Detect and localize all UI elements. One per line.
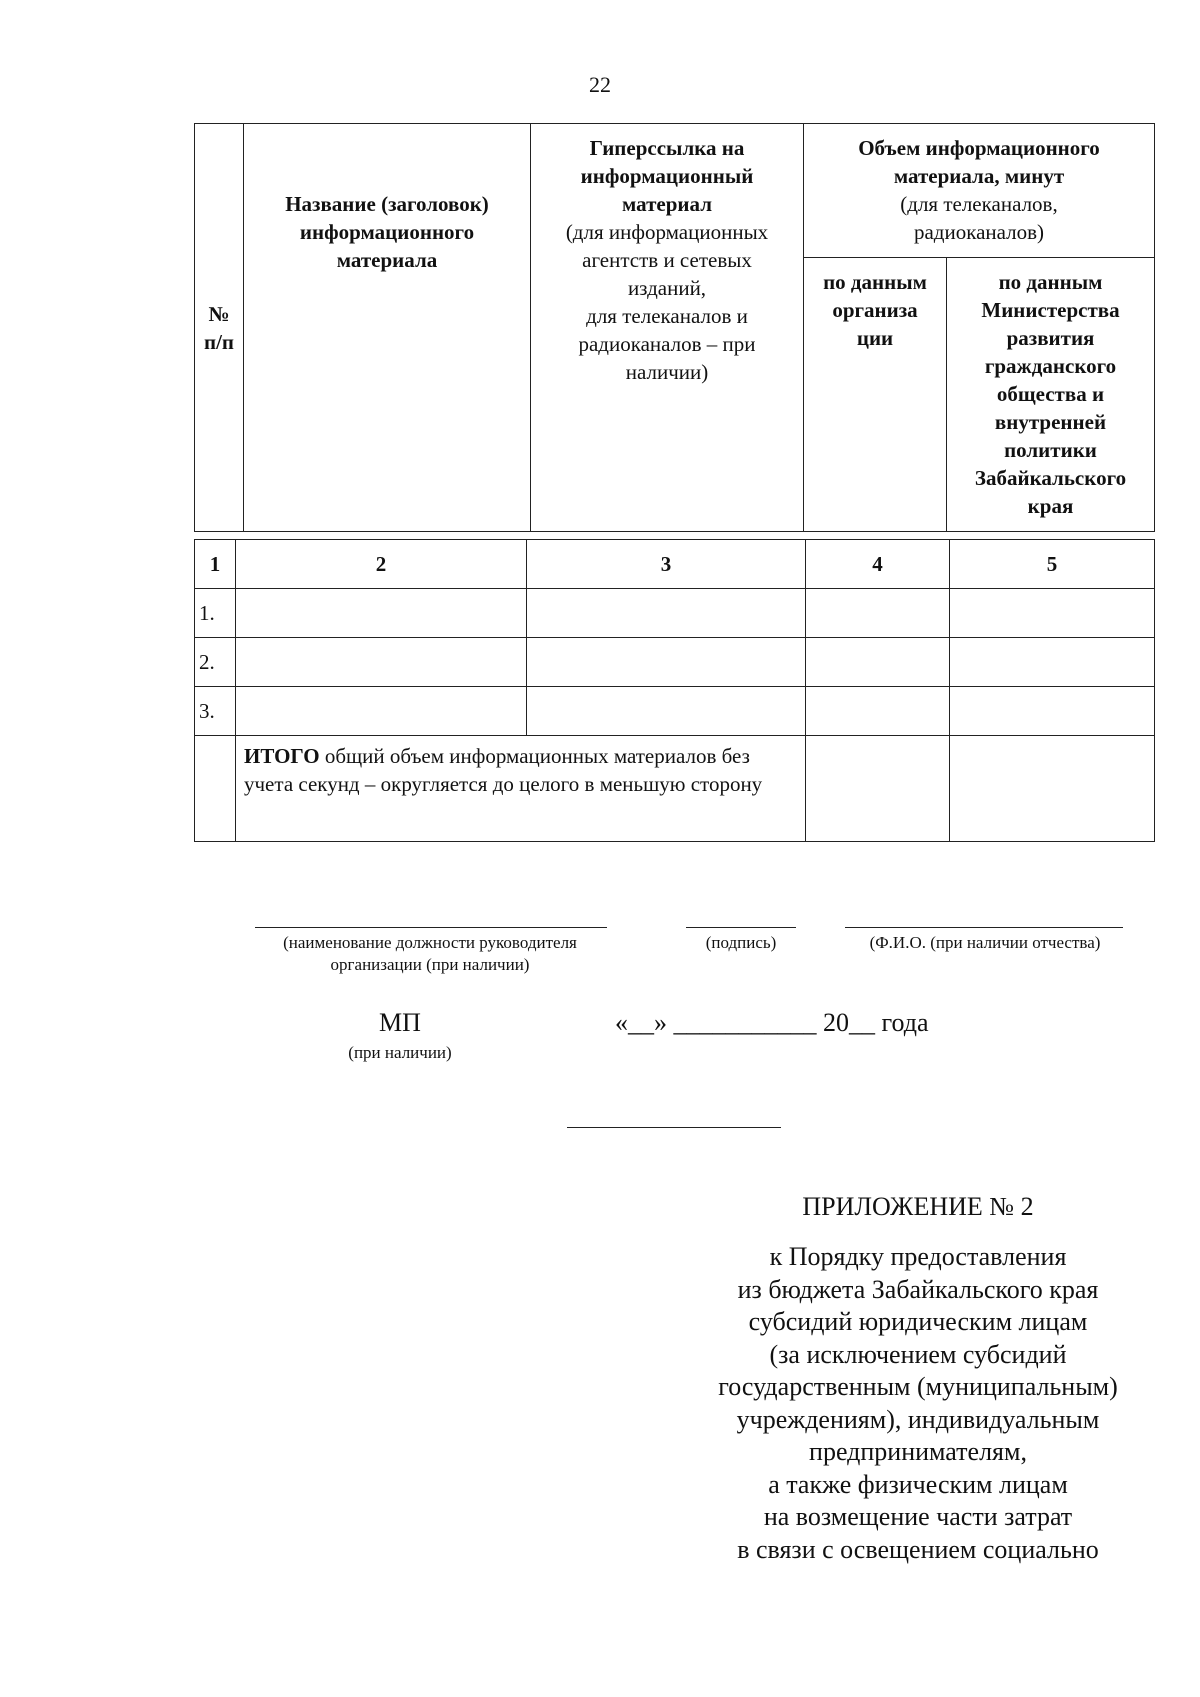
header-hyperlink-note: для телеканалов и	[586, 304, 748, 328]
stamp-caption: (при наличии)	[348, 1043, 452, 1062]
appendix-line: из бюджета Забайкальского края	[737, 1274, 1099, 1304]
appendix-line: в связи с освещением социально	[737, 1534, 1099, 1564]
total-row	[195, 736, 1155, 842]
header-hyperlink-note: радиоканалов – при	[578, 332, 756, 356]
header-volume-label: Объем информационного	[858, 136, 1100, 160]
separator-line	[567, 1127, 781, 1128]
column-index: 4	[806, 540, 950, 589]
header-title-label: материала	[336, 248, 438, 272]
header-org-data-label: организа	[832, 298, 918, 322]
header-ministry-label: развития	[1006, 326, 1095, 350]
header-org-data-label: по данным	[823, 270, 927, 294]
header-hyperlink-label: Гиперссылка на	[589, 136, 745, 160]
column-index-row	[195, 540, 1155, 589]
table-row	[195, 589, 1155, 638]
header-org-data-cell	[804, 258, 947, 532]
table-cell	[527, 638, 806, 687]
header-hyperlink-label: информационный	[580, 164, 754, 188]
header-org-data-label: ции	[856, 326, 894, 350]
header-hyperlink-label: материал	[622, 192, 712, 216]
appendix-line: (за исключением субсидий	[769, 1339, 1067, 1369]
table-cell	[236, 687, 527, 736]
total-description: общий объем информационных материалов без учета секунд – округляется до целого в меньшую сторону	[244, 744, 763, 796]
appendix-title: ПРИЛОЖЕНИЕ № 2	[802, 1192, 1034, 1221]
table-cell	[236, 638, 527, 687]
row-number: 3.	[195, 687, 236, 736]
header-title-label: Название (заголовок)	[285, 192, 489, 216]
table-cell	[806, 687, 950, 736]
total-org-cell	[806, 736, 950, 842]
signature-caption: (подпись)	[705, 933, 777, 952]
appendix-line: субсидий юридическим лицам	[748, 1307, 1088, 1336]
position-caption-line: (наименование должности руководителя	[283, 933, 577, 952]
table-cell	[527, 589, 806, 638]
header-hyperlink-cell	[531, 124, 804, 532]
header-ministry-data-cell	[947, 258, 1155, 532]
header-number-cell	[195, 124, 244, 532]
header-hyperlink-note: агентств и сетевых	[582, 248, 752, 272]
header-ministry-label: по данным	[998, 270, 1103, 294]
signature-line	[686, 927, 796, 928]
header-ministry-label: политики	[1004, 438, 1097, 462]
position-signature-line	[255, 927, 607, 928]
table-cell	[950, 589, 1155, 638]
stamp-label: МП	[379, 1008, 421, 1037]
table-cell	[806, 589, 950, 638]
column-index: 5	[950, 540, 1155, 589]
header-hyperlink-note: (для информационных	[565, 220, 769, 244]
total-number-cell	[195, 736, 236, 842]
date-field: «__» ___________ 20__ года	[615, 1008, 929, 1037]
report-table-header	[194, 123, 1155, 532]
column-index: 3	[527, 540, 806, 589]
header-volume-note: (для телеканалов,	[900, 192, 1058, 216]
header-ministry-label: общества и	[996, 382, 1105, 406]
row-number: 2.	[195, 638, 236, 687]
column-index: 1	[195, 540, 236, 589]
total-text-cell	[236, 736, 806, 842]
position-caption-line: организации (при наличии)	[330, 955, 530, 974]
header-ministry-label: Забайкальского	[974, 466, 1127, 490]
table-cell	[236, 589, 527, 638]
appendix-body	[648, 1241, 1188, 1566]
row-number: 1.	[195, 589, 236, 638]
header-hyperlink-note: наличии)	[625, 360, 709, 384]
appendix-line: а также физическим лицам	[768, 1469, 1068, 1499]
total-bold-label: ИТОГО	[244, 744, 320, 768]
table-row	[195, 687, 1155, 736]
header-number-label: п/п	[203, 329, 235, 354]
table-cell	[950, 687, 1155, 736]
header-hyperlink-note: изданий,	[627, 276, 707, 300]
header-volume-note: радиоканалов)	[913, 220, 1045, 244]
column-index: 2	[236, 540, 527, 589]
table-cell	[527, 687, 806, 736]
name-signature-line	[845, 927, 1123, 928]
report-table-body	[194, 539, 1155, 842]
appendix-line: предпринимателям,	[809, 1437, 1027, 1466]
page-number: 22	[589, 72, 611, 97]
appendix-line: к Порядку предоставления	[769, 1242, 1067, 1271]
header-volume-label: материала, минут	[893, 164, 1065, 188]
appendix-line: на возмещение части затрат	[763, 1502, 1073, 1531]
appendix-line: государственным (муниципальным)	[718, 1372, 1118, 1401]
header-ministry-label: внутренней	[994, 410, 1107, 434]
table-row	[195, 638, 1155, 687]
header-ministry-label: края	[1027, 494, 1074, 518]
position-caption	[205, 932, 655, 976]
header-ministry-label: Министерства	[981, 298, 1120, 322]
header-ministry-label: гражданского	[984, 354, 1117, 378]
total-ministry-cell	[950, 736, 1155, 842]
table-cell	[806, 638, 950, 687]
header-number-label: №	[208, 301, 230, 326]
header-title-cell	[244, 124, 531, 532]
appendix-line: учреждениям), индивидуальным	[736, 1404, 1100, 1434]
header-volume-cell	[804, 124, 1155, 258]
header-title-label: информационного	[299, 220, 475, 244]
table-cell	[950, 638, 1155, 687]
name-caption: (Ф.И.О. (при наличии отчества)	[869, 933, 1101, 952]
